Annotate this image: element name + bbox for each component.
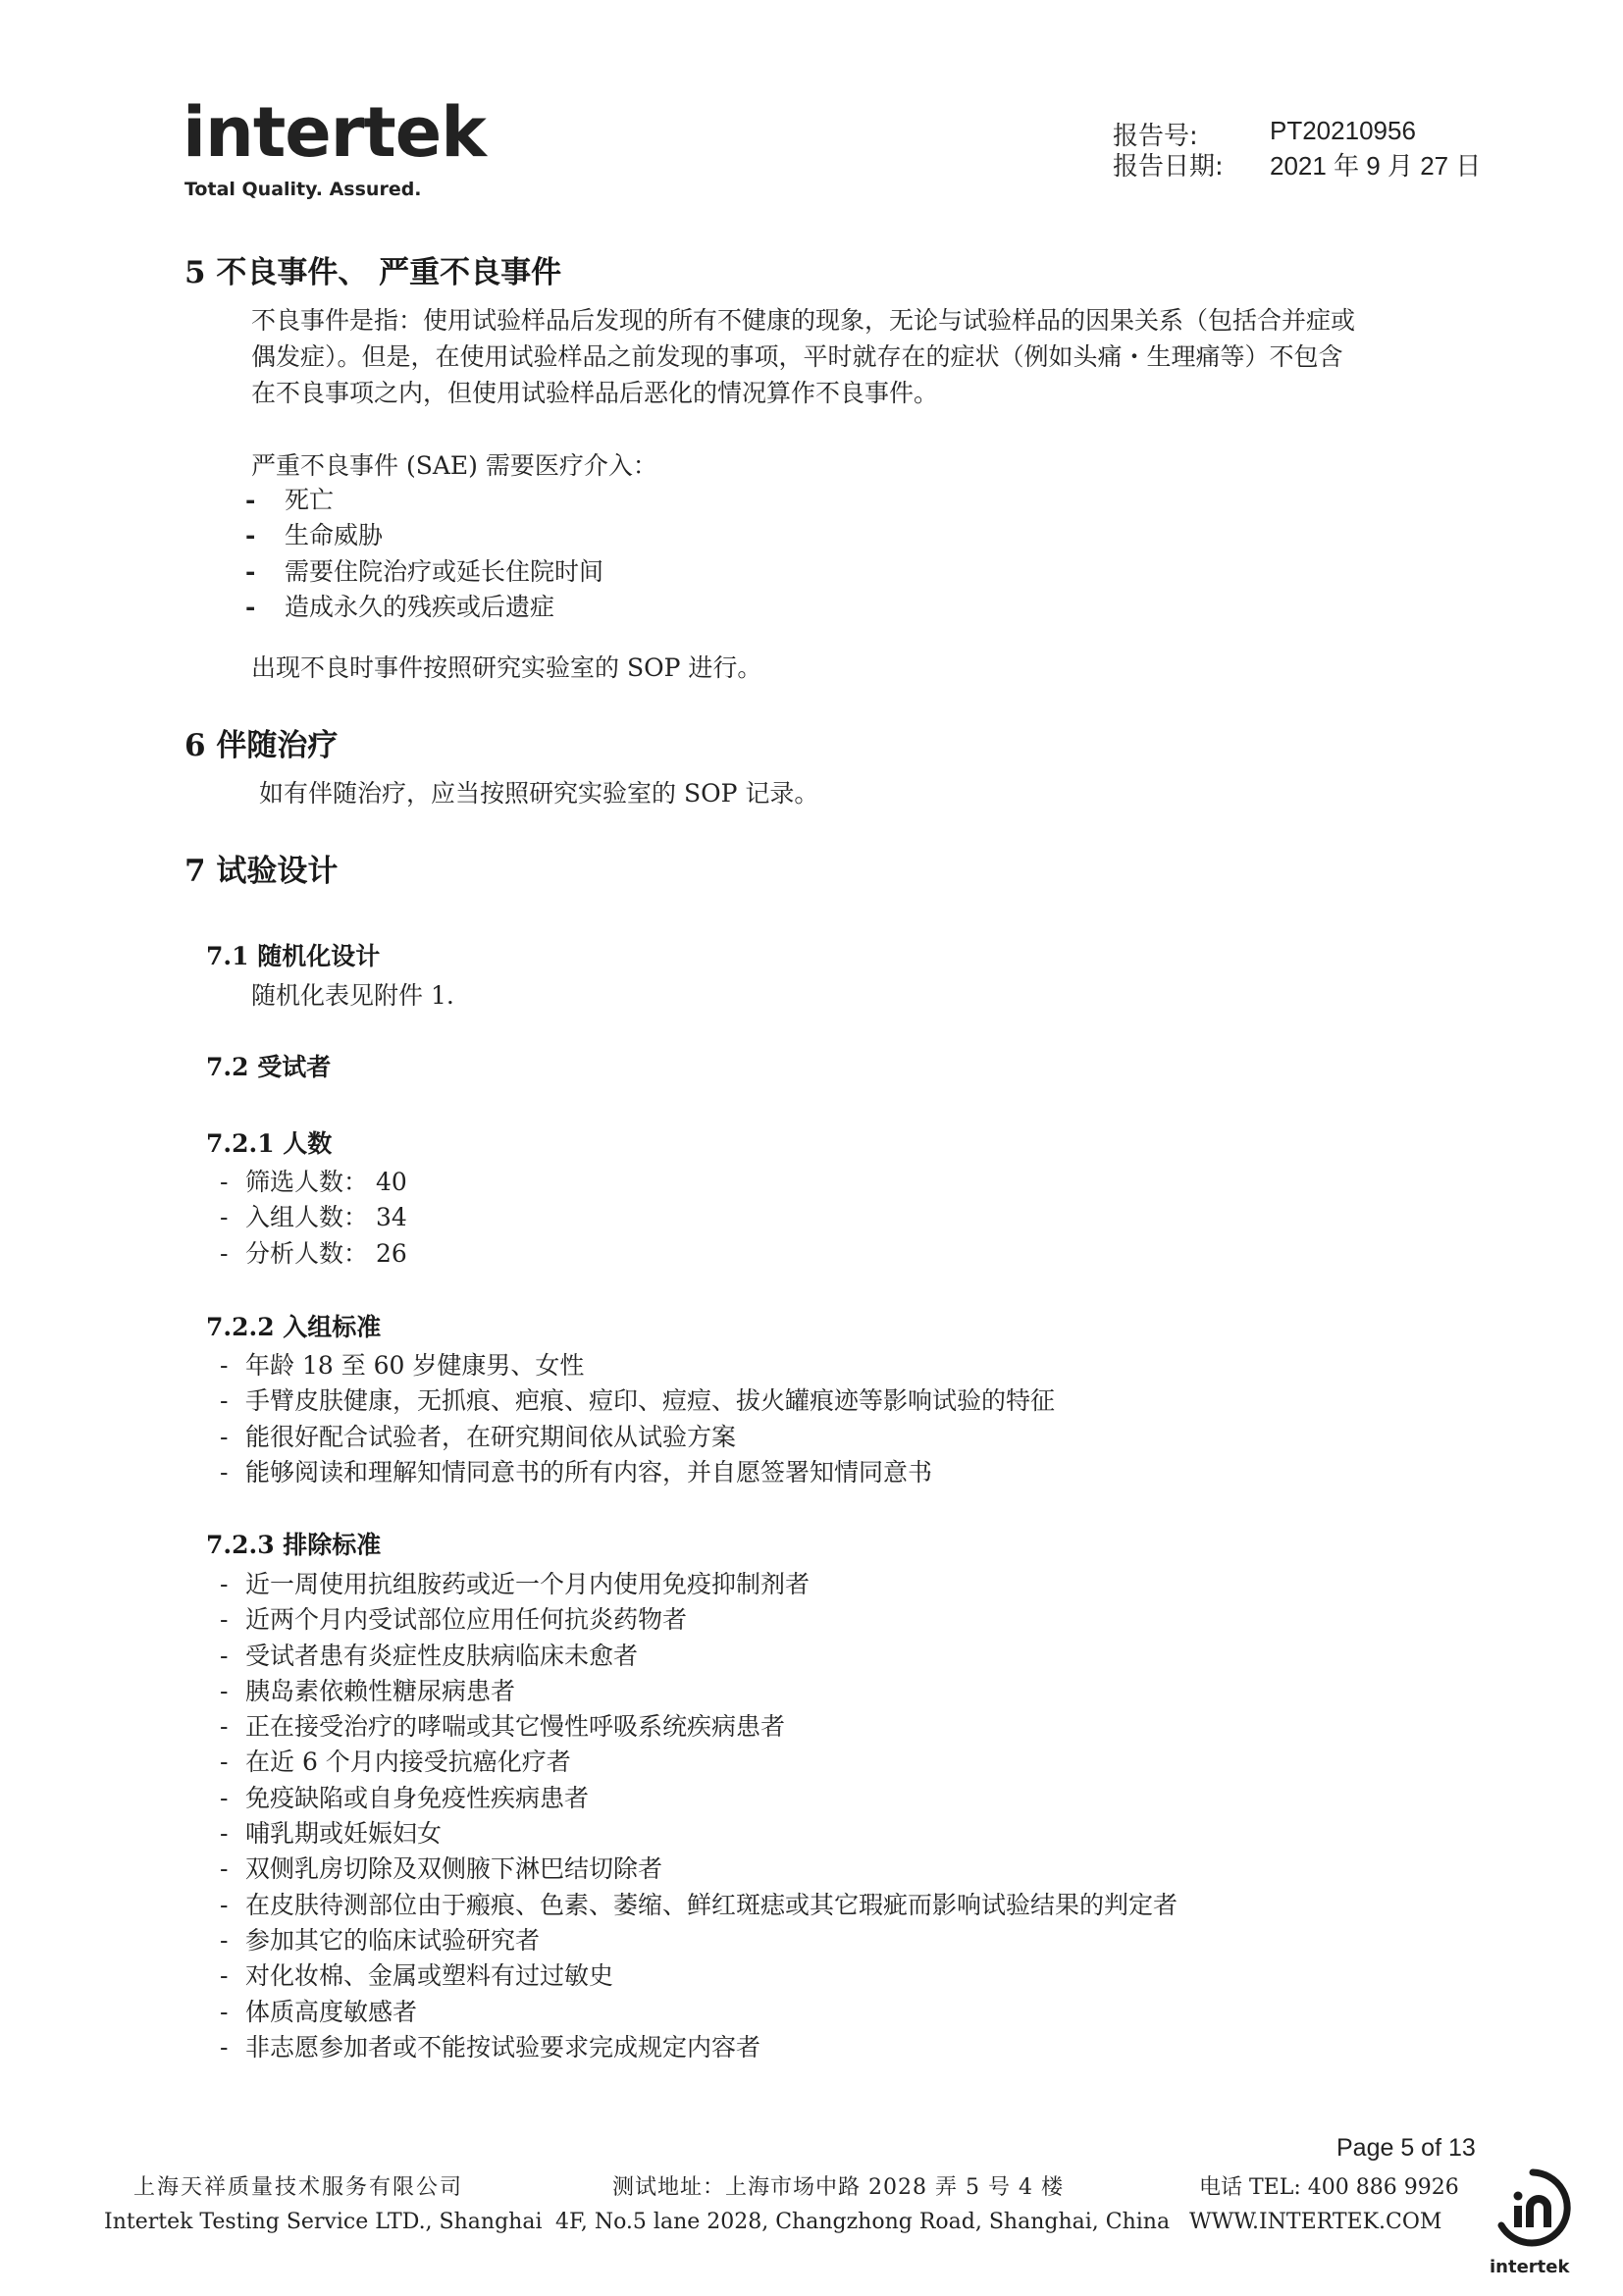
paragraph-line: 不良事件是指：使用试验样品后发现的所有不健康的现象，无论与试验样品的因果关系（包括合并症或: [251, 306, 1356, 335]
dash-bullet: -: [245, 521, 256, 550]
list-item: - 需要住院治疗或延长住院时间: [245, 554, 603, 590]
dash-bullet: -: [220, 1570, 229, 1598]
dash-bullet: -: [220, 1925, 229, 1955]
telephone: 电话 TEL: 400 886 9926: [1199, 2175, 1459, 2200]
dash-bullet: -: [220, 1238, 229, 1268]
dash-bullet: -: [245, 592, 256, 621]
list-item: - 胰岛素依赖性糖尿病患者: [220, 1674, 1178, 1709]
dash-bullet: -: [220, 1854, 229, 1884]
dash-bullet: -: [220, 1783, 229, 1812]
dash-bullet: -: [220, 2032, 229, 2061]
dash-bullet: -: [245, 556, 256, 586]
footer-logo-text: intertek: [1490, 2257, 1570, 2277]
report-number: PT20210956: [1270, 116, 1416, 145]
section-5-paragraph: [251, 302, 1355, 411]
page-number: Page 5 of 13: [1336, 2134, 1476, 2162]
logo-tagline: Total Quality. Assured.: [184, 179, 422, 200]
section-6-text: 如有伴随治疗，应当按照研究实验室的 SOP 记录。: [259, 779, 819, 808]
list-item: - 非志愿参加者或不能按试验要求完成规定内容者: [220, 2030, 1178, 2065]
sae-list: [245, 483, 603, 625]
sae-intro: 严重不良事件 (SAE) 需要医疗介入：: [251, 451, 657, 480]
dash-bullet: -: [220, 1997, 229, 2026]
list-item: - 年龄 18 至 60 岁健康男、女性: [220, 1348, 1055, 1383]
dash-bullet: -: [220, 1351, 229, 1380]
list-item: - 筛选人数： 40: [220, 1165, 407, 1200]
dash-bullet: -: [220, 1422, 229, 1451]
section-6-title: 6 伴随治疗: [184, 728, 339, 763]
dash-bullet: -: [220, 1712, 229, 1742]
list-item: - 正在接受治疗的哮喘或其它慢性呼吸系统疾病患者: [220, 1709, 1178, 1745]
section-7-1-title: 7.1 随机化设计: [206, 942, 381, 970]
list-item: - 入组人数： 34: [220, 1200, 407, 1235]
section-7-2-3-title: 7.2.3 排除标准: [206, 1531, 382, 1559]
section-7-2-1-title: 7.2.1 人数: [206, 1129, 333, 1158]
paragraph-line: 偶发症）。但是，在使用试验样品之前发现的事项，平时就存在的症状（例如头痛・生理痛等）不包含: [251, 342, 1343, 371]
list-item: - 死亡: [245, 483, 603, 518]
paragraph-line: 在不良事项之内，但使用试验样品后恶化的情况算作不良事件。: [251, 379, 939, 407]
dash-bullet: -: [220, 1676, 229, 1705]
dash-bullet: -: [220, 1457, 229, 1487]
list-item: - 双侧乳房切除及双侧腋下淋巴结切除者: [220, 1852, 1178, 1887]
address-en: 4F, No.5 lane 2028, Changzhong Road, Shanghai, China: [555, 2210, 1171, 2234]
list-item: - 手臂皮肤健康，无抓痕、疤痕、痘印、痘痘、拔火罐痕迹等影响试验的特征: [220, 1383, 1055, 1419]
list-item: - 近一周使用抗组胺药或近一个月内使用免疫抑制剂者: [220, 1567, 1178, 1602]
website: WWW.INTERTEK.COM: [1189, 2210, 1442, 2234]
dash-bullet: -: [245, 486, 256, 514]
intertek-badge-icon: [1492, 2166, 1574, 2249]
dash-bullet: -: [220, 1890, 229, 1919]
list-item: - 能够阅读和理解知情同意书的所有内容，并自愿签署知情同意书: [220, 1455, 1055, 1490]
exclusion-criteria-list: [220, 1567, 1178, 2065]
company-name-en: Intertek Testing Service LTD., Shanghai: [104, 2210, 543, 2234]
dash-bullet: -: [220, 1819, 229, 1849]
list-item: - 能很好配合试验者，在研究期间依从试验方案: [220, 1420, 1055, 1455]
list-item: - 分析人数： 26: [220, 1236, 407, 1272]
dash-bullet: -: [220, 1203, 229, 1232]
section-5-title: 5 不良事件、 严重不良事件: [184, 255, 562, 290]
address-cn: 测试地址：上海市场中路 2028 弄 5 号 4 楼: [612, 2175, 1064, 2200]
list-item: - 哺乳期或妊娠妇女: [220, 1816, 1178, 1852]
dash-bullet: -: [220, 1641, 229, 1670]
dash-bullet: -: [220, 1386, 229, 1416]
section-7-title: 7 试验设计: [184, 854, 339, 889]
section-7-2-title: 7.2 受试者: [206, 1053, 332, 1081]
list-item: - 参加其它的临床试验研究者: [220, 1923, 1178, 1958]
subject-count-list: [220, 1165, 407, 1272]
section-5-closing: 出现不良时事件按照研究实验室的 SOP 进行。: [251, 653, 762, 682]
inclusion-criteria-list: [220, 1348, 1055, 1490]
list-item: - 在近 6 个月内接受抗癌化疗者: [220, 1745, 1178, 1780]
report-number-label: 报告号:: [1113, 122, 1198, 151]
section-7-2-2-title: 7.2.2 入组标准: [206, 1313, 382, 1341]
list-item: - 近两个月内受试部位应用任何抗炎药物者: [220, 1602, 1178, 1638]
list-item: - 对化妆棉、金属或塑料有过过敏史: [220, 1958, 1178, 1994]
company-name-cn: 上海天祥质量技术服务有限公司: [133, 2175, 464, 2200]
list-item: - 在皮肤待测部位由于瘢痕、色素、萎缩、鲜红斑痣或其它瑕疵而影响试验结果的判定者: [220, 1888, 1178, 1923]
intertek-logo: intertek: [183, 92, 486, 173]
dash-bullet: -: [220, 1168, 229, 1196]
report-date-label: 报告日期:: [1113, 152, 1224, 182]
list-item: - 免疫缺陷或自身免疫性疾病患者: [220, 1781, 1178, 1816]
list-item: - 造成永久的残疾或后遗症: [245, 590, 603, 625]
report-date: 2021 年 9 月 27 日: [1270, 151, 1482, 181]
list-item: - 生命威胁: [245, 518, 603, 553]
dash-bullet: -: [220, 1605, 229, 1635]
list-item: - 体质高度敏感者: [220, 1995, 1178, 2030]
list-item: - 受试者患有炎症性皮肤病临床未愈者: [220, 1639, 1178, 1674]
dash-bullet: -: [220, 1961, 229, 1991]
section-7-1-text: 随机化表见附件 1.: [251, 981, 454, 1010]
dash-bullet: -: [220, 1748, 229, 1777]
